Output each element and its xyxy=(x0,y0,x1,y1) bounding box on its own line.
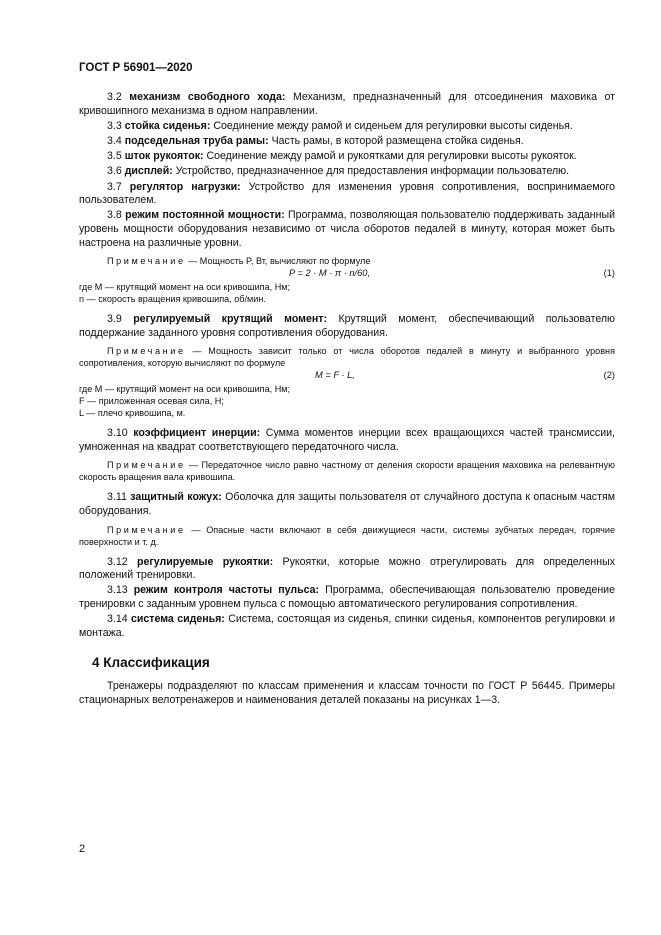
term-3-12: 3.12 регулируемые рукоятки: Рукоятки, которые можно отрегулировать для определенных положений тренировки. xyxy=(79,555,615,582)
term-3-10: 3.10 коэффициент инерции: Сумма моментов инерции всех вращающихся частей трансмиссии, умноженная на квадрат соответствующего передаточного числа. xyxy=(79,427,615,453)
term-3-5: 3.5 шток рукояток: Соединение между рамой и рукоятками для регулировки высоты рукояток. xyxy=(107,150,577,163)
section-4-text: Тренажеры подразделяют по классам применения и классам точности по ГОСТ Р 56445. Примеры стационарных велотренажеров и наименования деталей показаны на рисунках 1—3. xyxy=(79,680,615,706)
page-number: 2 xyxy=(79,843,86,855)
note-1: Примечание — Мощность P, Вт, вычисляют по формуле xyxy=(107,256,371,267)
formula-1 xyxy=(79,267,615,281)
term-3-11: 3.11 защитный кожух: Оболочка для защиты пользователя от случайного доступа к опасным частям оборудования. xyxy=(79,491,615,518)
where-2-3: L — плечо кривошипа, м. xyxy=(79,408,186,419)
term-3-6: 3.6 дисплей: Устройство, предназначенное для предоставления информации пользователю. xyxy=(107,165,570,178)
formula-1-expression: P = 2 · M · π · n/60, xyxy=(289,268,371,279)
formula-2-expression: M = F · L, xyxy=(315,370,355,381)
section-4-heading: 4 Классификация xyxy=(92,655,210,671)
formula-1-number: (1) xyxy=(603,268,615,279)
term-3-9: 3.9 регулируемый крутящий момент: Крутящий момент, обеспечивающий пользователю поддержание заданного уровня сопротивления оборудования. xyxy=(79,313,615,339)
formula-2 xyxy=(79,369,615,383)
where-1-2: n — скорость вращения кривошипа, об/мин. xyxy=(79,294,266,305)
note-4: Примечание — Опасные части включают в себя движущиеся части, системы зубчатых передач, горячие поверхности и т. д. xyxy=(79,524,615,547)
term-3-8: 3.8 режим постоянной мощности: Программа, позволяющая пользователю поддерживать заданный уровень мощности оборудования независимо от числа оборотов педалей в минуту, которая может быть настроена на различные уровни. xyxy=(79,209,615,249)
term-3-2: 3.2 механизм свободного хода: Механизм, предназначенный для отсоединения маховика от кривошипного механизма в одном направлении. xyxy=(79,91,615,117)
where-2-2: F — приложенная осевая сила, Н; xyxy=(79,396,224,407)
note-2: Примечание — Мощность зависит только от числа оборотов педалей в минуту и выбранного уровня сопротивления, которую вычисляют по формуле xyxy=(79,346,615,369)
term-3-13: 3.13 режим контроля частоты пульса: Программа, обеспечивающая пользователю проведение тренировки с заданным уровнем пульса с помощью автоматического регулирования сопротивления. xyxy=(79,584,615,611)
document-body xyxy=(79,91,615,709)
formula-2-number: (2) xyxy=(603,370,615,381)
term-3-7: 3.7 регулятор нагрузки: Устройство для изменения уровня сопротивления, воспринимаемого пользователем. xyxy=(79,180,615,207)
where-2-1: где M — крутящий момент на оси кривошипа, Нм; xyxy=(79,384,291,395)
term-3-4: 3.4 подседельная труба рамы: Часть рамы, в которой размещена стойка сиденья. xyxy=(107,134,524,147)
where-1-1: где M — крутящий момент на оси кривошипа, Нм; xyxy=(79,282,291,293)
document-header: ГОСТ Р 56901—2020 xyxy=(79,62,193,74)
term-3-3: 3.3 стойка сиденья: Соединение между рамой и сиденьем для регулировки высоты сиденья. xyxy=(107,119,573,132)
note-3: Примечание — Передаточное число равно частному от деления скорости вращения маховика на релевантную скорость вращения вала кривошипа. xyxy=(79,460,615,483)
term-3-14: 3.14 система сиденья: Система, состоящая из сиденья, спинки сиденья, компонентов регулировки и монтажа. xyxy=(79,613,615,639)
